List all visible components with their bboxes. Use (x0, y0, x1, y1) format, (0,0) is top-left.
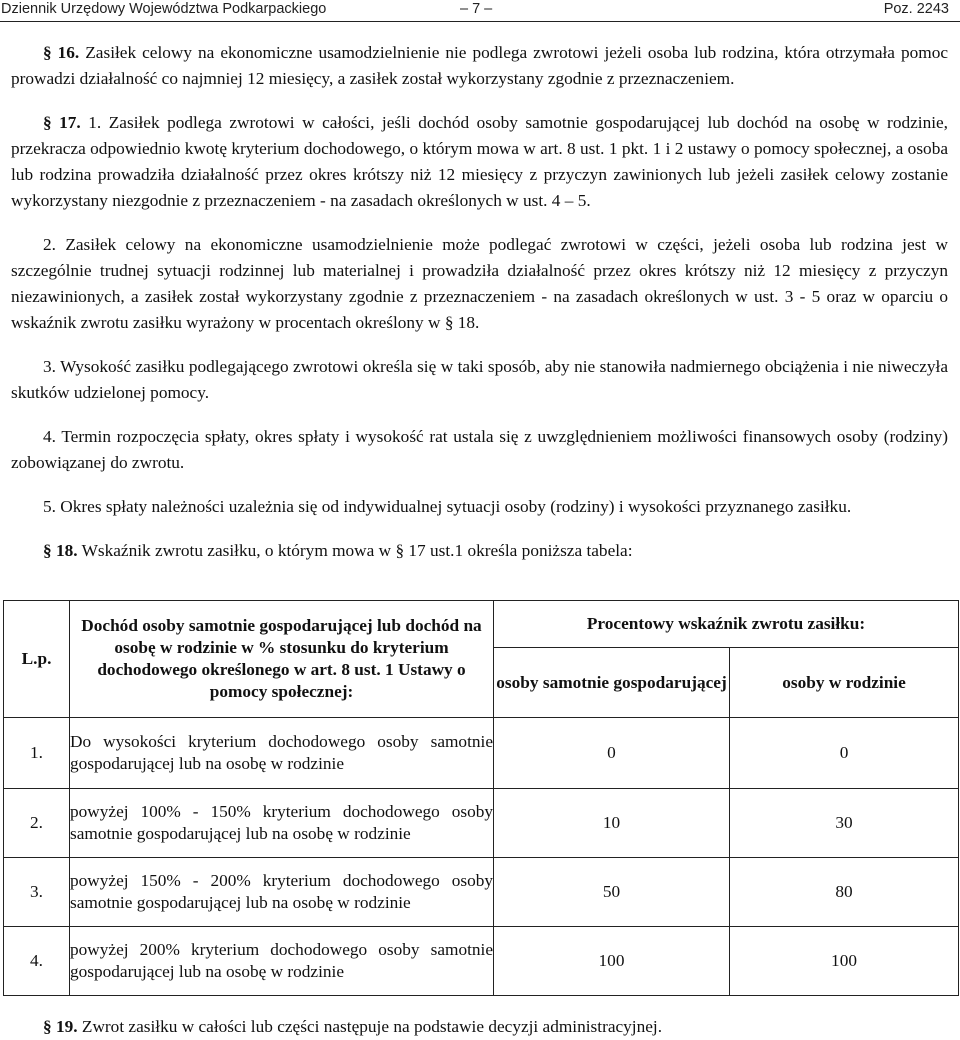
return-rate-table (3, 600, 959, 996)
journal-title: Dziennik Urzędowy Województwa Podkarpackiego (1, 1, 327, 17)
position-number: Poz. 2243 (883, 1, 949, 17)
single-rate: 10 (494, 789, 730, 858)
paragraph-17-4: 4. Termin rozpoczęcia spłaty, okres spłaty i wysokość rat ustala się z uwzględnieniem możliwości finansowych osoby (rodziny) zobowiązanej do zwrotu. (11, 427, 948, 472)
header-rule (0, 21, 960, 22)
header-family-person: osoby w rodzinie (730, 648, 959, 718)
table-row (4, 858, 959, 927)
row-description: Do wysokości kryterium dochodowego osoby samotnie gospodarującej lub na osobę w rodzinie (70, 718, 494, 789)
single-rate: 0 (494, 718, 730, 789)
single-rate: 100 (494, 927, 730, 996)
row-description: powyżej 150% - 200% kryterium dochodowego osoby samotnie gospodarującej lub na osobę w rodzinie (70, 858, 494, 927)
row-number: 4. (4, 927, 70, 996)
paragraph-text: 1. Zasiłek podlega zwrotowi w całości, jeśli dochód osoby samotnie gospodarującej lub dochód na osobę w rodzinie, przekracza odpowiednio kwotę kryterium dochodowego, o którym mowa w art. 8 ust. 1 pkt. 1 i 2 ustawy o pomocy społecznej, a osoba lub rodzina prowadziła działalność przez okres krótszy niż 12 miesięcy z przyczyn zawinionych lub jeżeli zasiłek celowy zostanie wykorzystany niezgodnie z przeznaczeniem - na zasadach określonych w ust. 4 – 5. (11, 113, 948, 210)
header-single-person: osoby samotnie gospodarującej (494, 648, 730, 718)
header-rate: Procentowy wskaźnik zwrotu zasiłku: (494, 601, 959, 648)
family-rate: 0 (730, 718, 959, 789)
paragraph-17-2: 2. Zasiłek celowy na ekonomiczne usamodzielnienie może podlegać zwrotowi w części, jeżeli osoba lub rodzina jest w szczególnie trudnej sytuacji rodzinnej lub materialnej i prowadziła działalność przez okres krótszy niż 12 miesięcy z przyczyn niezawinionych, a zasiłek został wykorzystany zgodnie z przeznaczeniem - na zasadach określonych w ust. 3 - 5 oraz w oparciu o wskaźnik zwrotu zasiłku wyrażony w procentach określony w § 18. (11, 235, 948, 332)
row-description: powyżej 100% - 150% kryterium dochodowego osoby samotnie gospodarującej lub na osobę w rodzinie (70, 789, 494, 858)
table-row (4, 718, 959, 789)
paragraph-18 (11, 538, 948, 564)
paragraph-19 (11, 1016, 948, 1038)
single-rate: 50 (494, 858, 730, 927)
row-description: powyżej 200% kryterium dochodowego osoby samotnie gospodarującej lub na osobę w rodzinie (70, 927, 494, 996)
row-number: 1. (4, 718, 70, 789)
table-row (4, 927, 959, 996)
row-number: 2. (4, 789, 70, 858)
section-number: § 19. (43, 1017, 78, 1036)
family-rate: 80 (730, 858, 959, 927)
document-body (11, 40, 948, 564)
row-number: 3. (4, 858, 70, 927)
section-number: § 16. (43, 43, 80, 62)
family-rate: 100 (730, 927, 959, 996)
page-number: – 7 – (460, 1, 493, 17)
header-income: Dochód osoby samotnie gospodarującej lub dochód na osobę w rodzinie w % stosunku do kryterium dochodowego określonego w art. 8 ust. 1 Ustawy o pomocy społecznej: (70, 601, 494, 718)
header-lp: L.p. (4, 601, 70, 718)
paragraph-17-3: 3. Wysokość zasiłku podlegającego zwrotowi określa się w taki sposób, aby nie stanowiła nadmiernego obciążenia i nie niweczyła skutków udzielonej pomocy. (11, 357, 948, 402)
table-row (4, 789, 959, 858)
paragraph-text: Wskaźnik zwrotu zasiłku, o którym mowa w § 17 ust.1 określa poniższa tabela: (77, 541, 633, 560)
paragraph-16 (11, 40, 948, 92)
paragraph-17-5: 5. Okres spłaty należności uzależnia się od indywidualnej sytuacji osoby (rodziny) i wysokości przyznanego zasiłku. (43, 497, 852, 516)
paragraph-17-1 (11, 110, 948, 214)
paragraph-text: Zasiłek celowy na ekonomiczne usamodzielnienie nie podlega zwrotowi jeżeli osoba lub rodzina, która otrzymała pomoc prowadzi działalność co najmniej 12 miesięcy, a zasiłek został wykorzystany zgodnie z przeznaczeniem. (11, 43, 949, 88)
family-rate: 30 (730, 789, 959, 858)
paragraph-text: Zwrot zasiłku w całości lub części następuje na podstawie decyzji administracyjnej. (77, 1017, 663, 1036)
section-number: § 17. (43, 113, 81, 132)
section-number: § 18. (43, 541, 78, 560)
page-header (0, 0, 960, 22)
